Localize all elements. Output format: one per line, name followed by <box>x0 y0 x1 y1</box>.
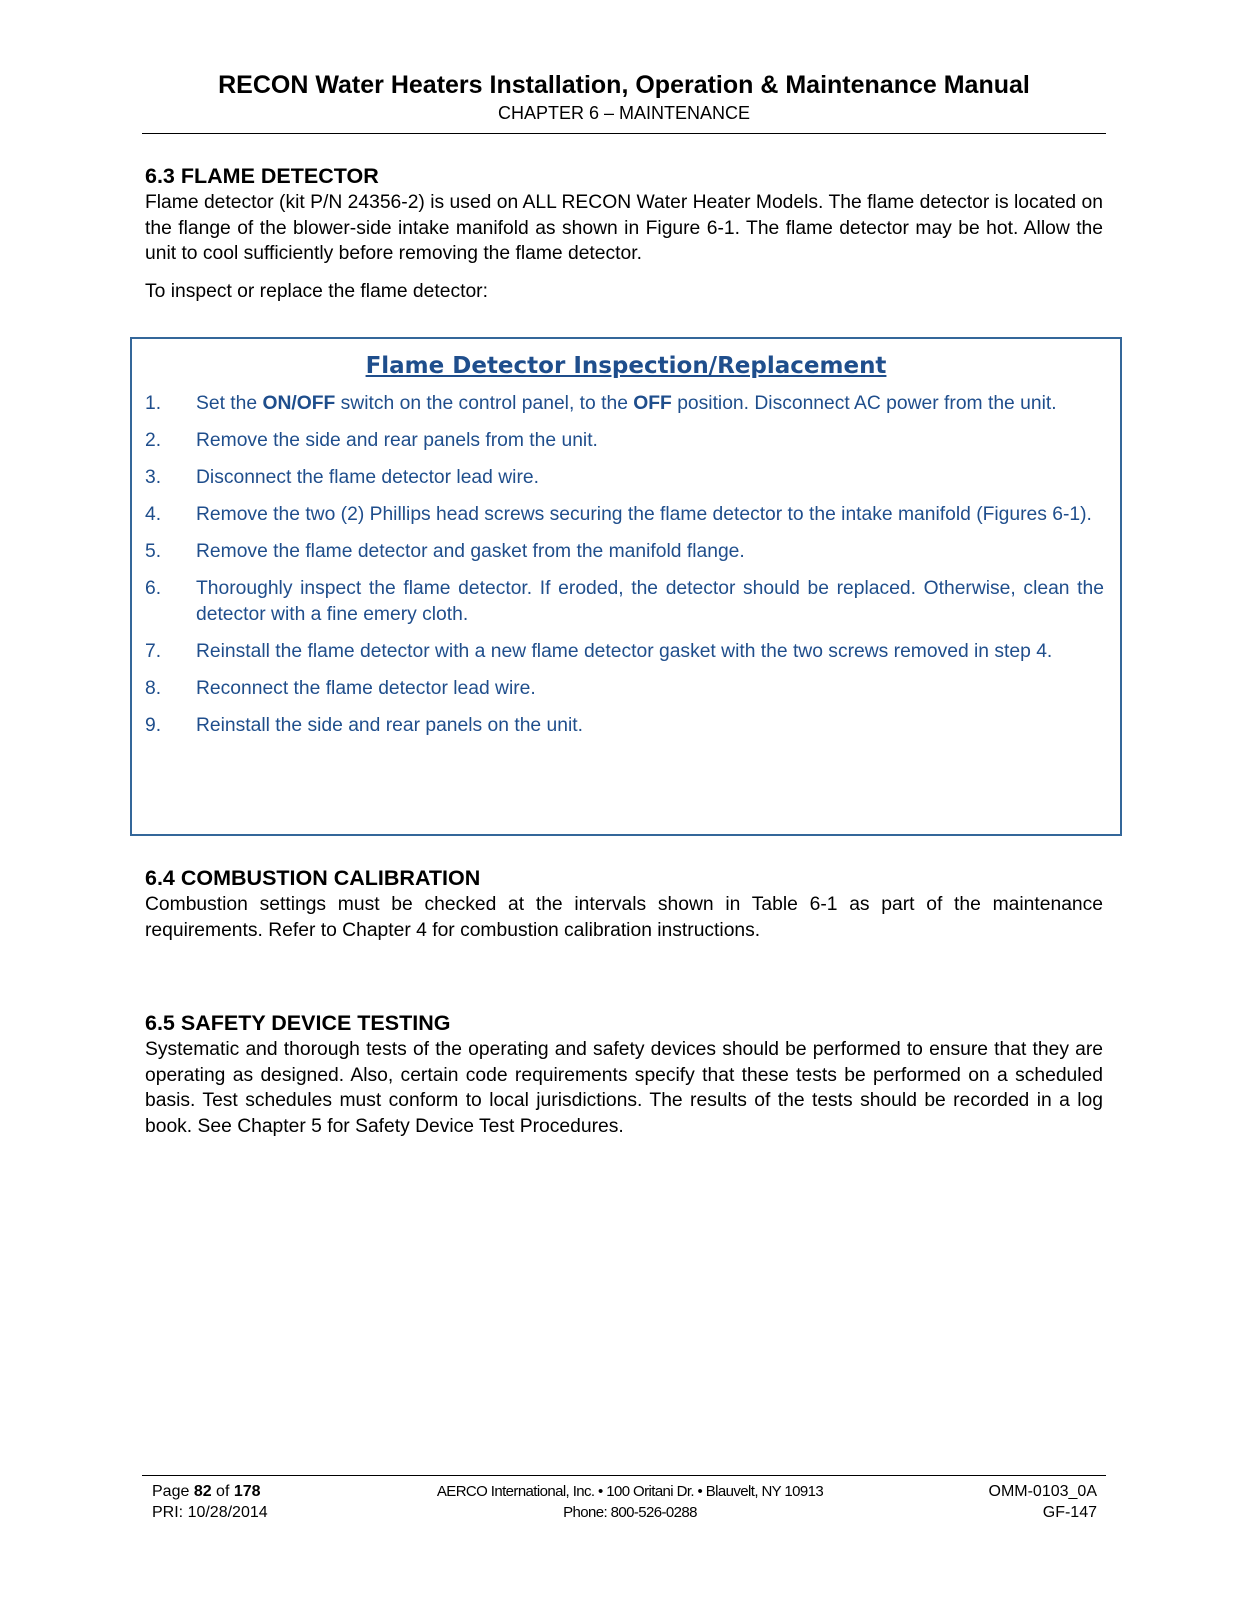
section-flame-detector <box>145 162 1103 304</box>
footer-left <box>152 1481 268 1523</box>
section-heading-6-5: 6.5 SAFETY DEVICE TESTING <box>145 1011 451 1035</box>
chapter-subtitle: CHAPTER 6 – MAINTENANCE <box>497 103 751 123</box>
section-safety-device-testing <box>145 1009 1103 1139</box>
step-text: position. Disconnect AC power from the unit. <box>671 393 1057 414</box>
step-emphasis: OFF <box>633 393 672 414</box>
section-heading-6-4: 6.4 COMBUSTION CALIBRATION <box>145 866 481 890</box>
procedure-box <box>130 337 1122 836</box>
procedure-title: Flame Detector Inspection/Replacement <box>365 353 887 379</box>
page-header <box>142 68 1106 124</box>
step-text: Reconnect the flame detector lead wire. <box>196 677 536 699</box>
step-text: Reinstall the side and rear panels on the unit. <box>196 714 583 736</box>
step-text: Remove the two (2) Phillips head screws securing the flame detector to the intake manifold (Figures 6-1). <box>196 504 1092 525</box>
section-6-5-paragraph: Systematic and thorough tests of the operating and safety devices should be performed to ensure that they are operating as designed. Also, certain code requirements specify that these tests be performed on a scheduled basis. Test schedules must conform to local jurisdictions. The results of the tests should be recorded in a log book. See Chapter 5 for Safety Device Test Procedures. <box>145 1039 1103 1137</box>
procedure-steps <box>132 391 1120 738</box>
section-6-3-paragraph: Flame detector (kit P/N 24356-2) is used on ALL RECON Water Heater Models. The flame detector is located on the flange of the blower-side intake manifold as shown in Figure 6-1. The flame detector may be hot. Allow the unit to cool sufficiently before removing the flame detector. <box>145 192 1103 264</box>
step-number: 9. <box>145 714 162 736</box>
footer-right <box>989 1481 1098 1523</box>
procedure-step <box>145 676 1104 702</box>
step-number: 6. <box>145 578 162 599</box>
header-divider <box>142 133 1106 134</box>
manual-title: RECON Water Heaters Installation, Operation & Maintenance Manual <box>218 71 1030 99</box>
procedure-step <box>145 539 1104 565</box>
pri-date: PRI: 10/28/2014 <box>152 1504 268 1521</box>
procedure-step <box>145 639 1104 665</box>
step-text: switch on the control panel, to the <box>335 393 634 414</box>
step-number: 5. <box>145 541 162 562</box>
section-heading-6-3: 6.3 FLAME DETECTOR <box>145 164 379 188</box>
step-number: 2. <box>145 430 162 451</box>
procedure-intro: To inspect or replace the flame detector: <box>145 280 488 302</box>
procedure-step <box>145 428 1104 454</box>
step-emphasis: ON/OFF <box>262 393 336 414</box>
footer-divider <box>142 1475 1106 1476</box>
step-number: 8. <box>145 677 162 699</box>
step-text: Remove the side and rear panels from the unit. <box>196 430 598 451</box>
page-of-label: of <box>211 1483 234 1500</box>
step-text: Reinstall the flame detector with a new flame detector gasket with the two screws removed in step 4. <box>196 640 1053 662</box>
company-phone: Phone: 800-526-0288 <box>563 1504 697 1521</box>
procedure-step <box>145 465 1104 491</box>
section-combustion-calibration <box>145 864 1103 943</box>
step-text: Thoroughly inspect the flame detector. If eroded, the detector should be replaced. Otherwise, clean the detector with a fine emery cloth. <box>196 578 1104 625</box>
page-total: 178 <box>233 1483 261 1500</box>
procedure-step <box>145 502 1104 528</box>
step-number: 7. <box>145 640 162 662</box>
document-number: OMM-0103_0A <box>988 1483 1097 1500</box>
step-number: 4. <box>145 504 162 525</box>
step-text: Set the <box>196 393 263 414</box>
section-6-4-paragraph: Combustion settings must be checked at the intervals shown in Table 6-1 as part of the maintenance requirements. Refer to Chapter 4 for combustion calibration instructions. <box>145 894 1103 941</box>
step-text: Remove the flame detector and gasket from the manifold flange. <box>196 541 745 562</box>
step-text: Disconnect the flame detector lead wire. <box>196 467 539 488</box>
procedure-step <box>145 576 1104 627</box>
page-label: Page <box>152 1483 194 1500</box>
step-number: 3. <box>145 467 162 488</box>
page-current: 82 <box>193 1483 212 1500</box>
footer-center <box>380 1481 880 1523</box>
form-number: GF-147 <box>1042 1504 1097 1521</box>
procedure-step <box>145 713 1104 739</box>
step-number: 1. <box>145 393 162 414</box>
company-address: AERCO International, Inc. • 100 Oritani Dr. • Blauvelt, NY 10913 <box>436 1483 824 1500</box>
page-number <box>152 1481 268 1502</box>
procedure-step <box>145 391 1104 417</box>
